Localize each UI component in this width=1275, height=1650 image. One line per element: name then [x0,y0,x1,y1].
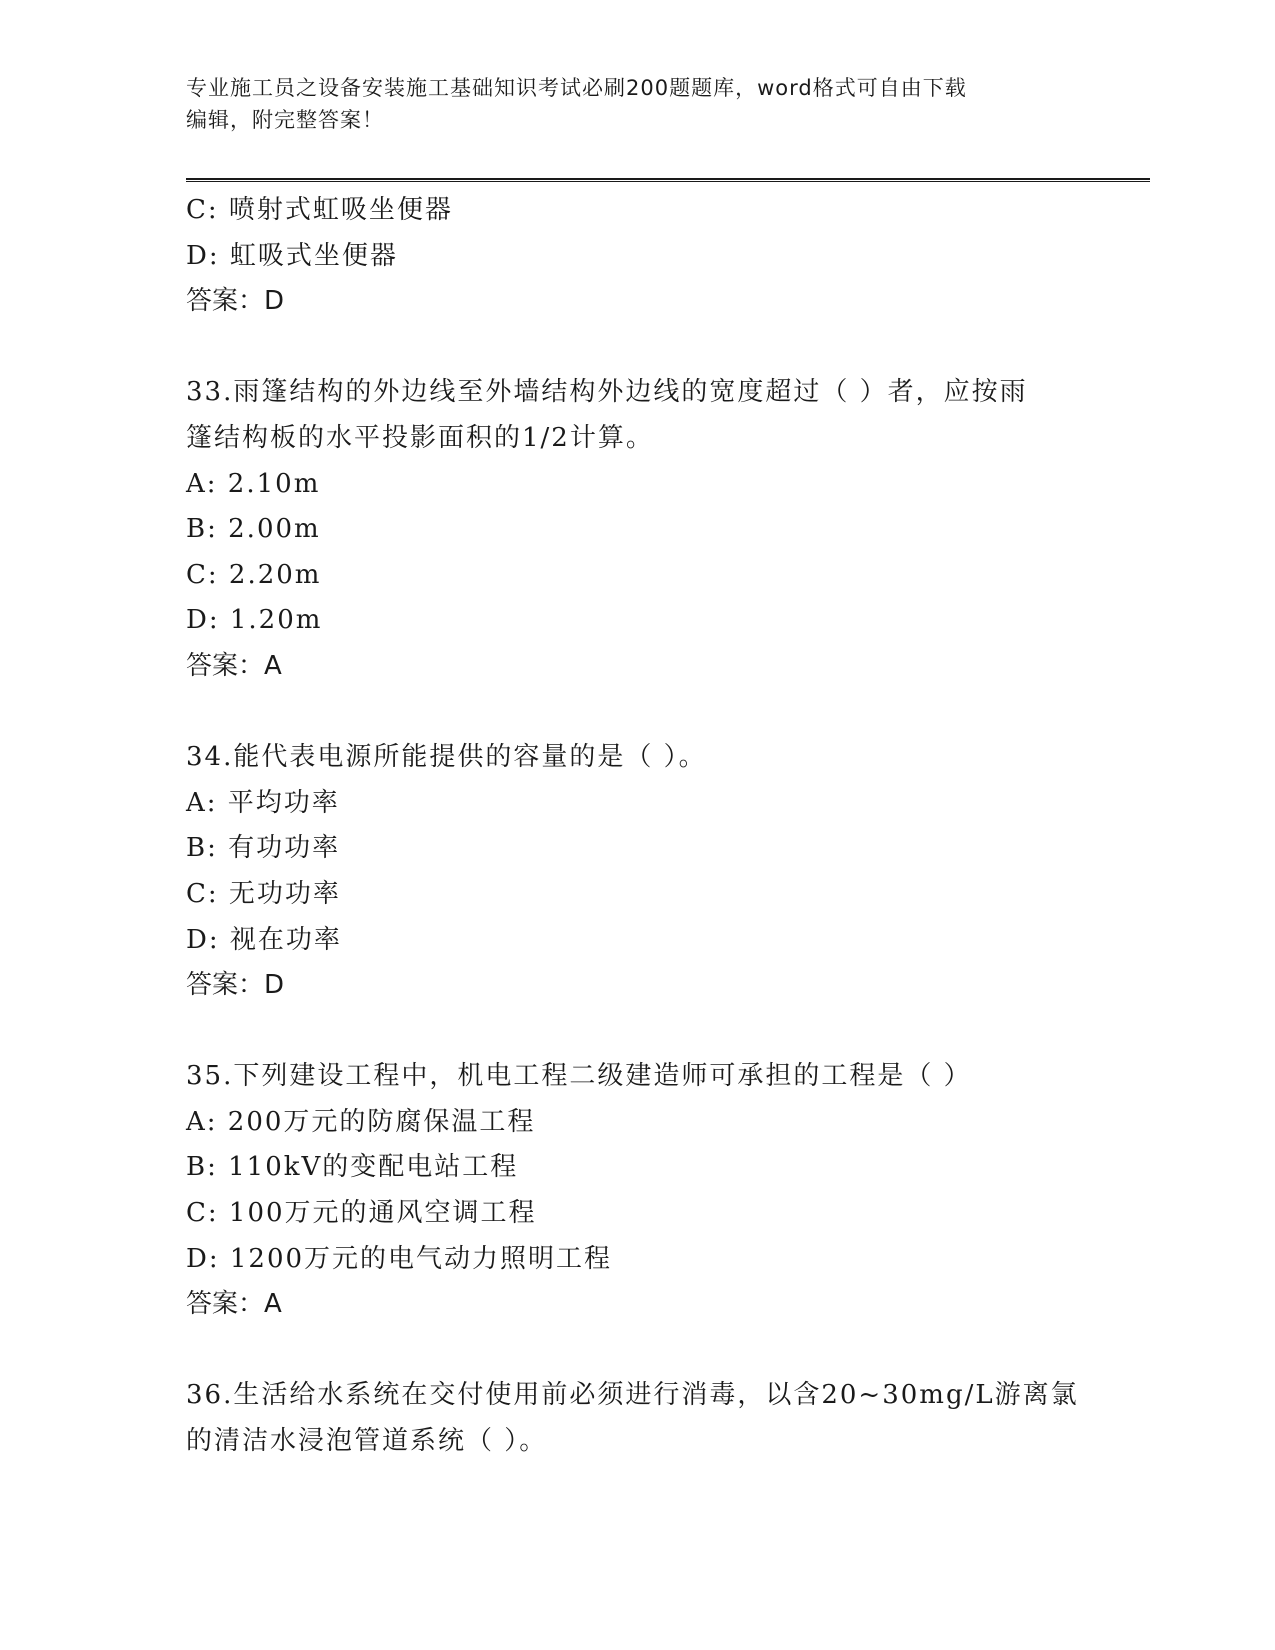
spacer [186,1328,1086,1374]
question-36 [186,1373,1086,1464]
header-line-1: 专业施工员之设备安装施工基础知识考试必刷200题题库，word格式可自由下载 [186,76,967,100]
question-stem-line: 35.下列建设工程中，机电工程二级建造师可承担的工程是（ ） [186,1061,972,1092]
question-stem-line: 36.生活给水系统在交付使用前必须进行消毒，以含20~30mg/L游离氯 [186,1380,1079,1411]
option-b: B: 110kV的变配电站工程 [186,1152,519,1183]
option-b: B: 有功功率 [186,833,341,864]
option-d: D: 1.20m [186,605,323,636]
question-32-continuation [186,188,1086,325]
answer-line: 答案：D [186,970,285,1001]
option-d: D: 视在功率 [186,924,342,955]
question-list [186,188,1086,1465]
question-stem-line: 34.能代表电源所能提供的容量的是（ ）。 [186,742,707,773]
option-d: D: 1200万元的电气动力照明工程 [186,1243,613,1274]
option-c: C: 2.20m [186,559,322,590]
answer-line: 答案：D [186,286,285,317]
option-a: A: 平均功率 [186,787,340,818]
header-line-2: 编辑，附完整答案！ [186,108,384,132]
option-a: A: 200万元的防腐保温工程 [186,1106,536,1137]
header-divider [186,178,1150,182]
document-header [186,72,1066,136]
spacer [186,1009,1086,1055]
option-d: D: 虹吸式坐便器 [186,240,398,271]
answer-line: 答案：A [186,650,282,681]
question-stem-line: 的清洁水浸泡管道系统（ ）。 [186,1426,548,1457]
option-c: C: 喷射式虹吸坐便器 [186,195,453,225]
spacer [186,325,1086,371]
question-stem-line: 篷结构板的水平投影面积的1/2计算。 [186,422,654,453]
question-33 [186,370,1086,689]
option-b: B: 2.00m [186,514,321,545]
spacer [186,690,1086,736]
question-34 [186,735,1086,1009]
option-a: A: 2.10m [186,468,321,499]
option-c: C: 100万元的通风空调工程 [186,1198,537,1229]
answer-line: 答案：A [186,1289,282,1320]
question-stem-line: 33.雨篷结构的外边线至外墙结构外边线的宽度超过（ ）者，应按雨 [186,377,1028,408]
question-35 [186,1054,1086,1328]
option-c: C: 无功功率 [186,878,341,909]
